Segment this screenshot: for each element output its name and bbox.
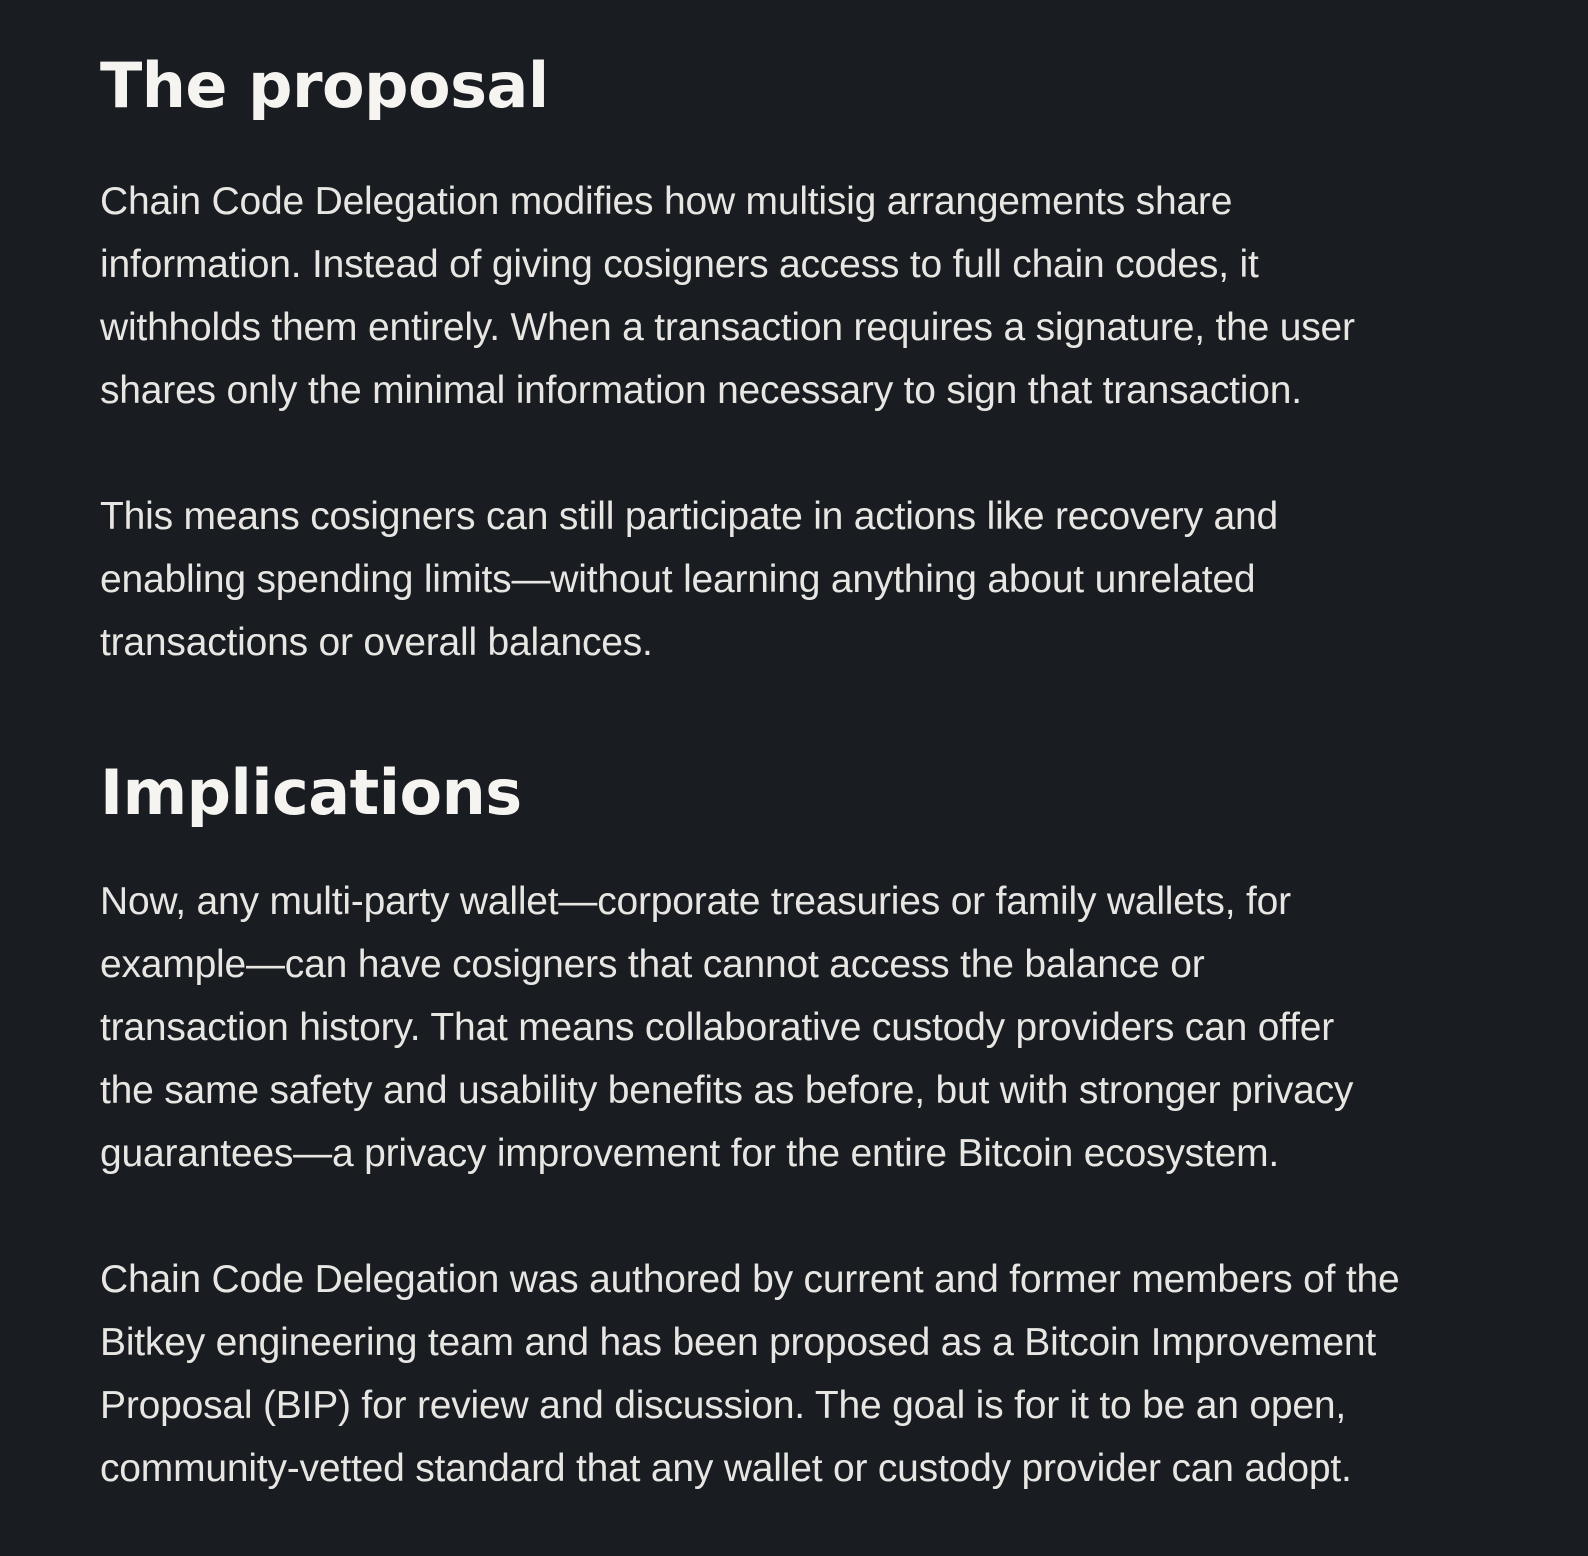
- section-heading-implications: Implications: [100, 756, 522, 829]
- text-line: example—can have cosigners that cannot access the balance or: [100, 943, 1205, 986]
- text-line: Proposal (BIP) for review and discussion. The goal is for it to be an open,: [100, 1384, 1346, 1427]
- paragraph-proposal-2: [100, 485, 1488, 674]
- text-line: the same safety and usability benefits as before, but with stronger privacy: [100, 1069, 1354, 1112]
- text-line: guarantees—a privacy improvement for the entire Bitcoin ecosystem.: [100, 1132, 1280, 1175]
- paragraph-proposal-1: [100, 170, 1488, 422]
- text-line: withholds them entirely. When a transaction requires a signature, the user: [100, 306, 1355, 349]
- paragraph-implications-2: [100, 1248, 1488, 1500]
- text-line: This means cosigners can still participate in actions like recovery and: [100, 495, 1279, 538]
- section-heading-the-proposal: The proposal: [100, 49, 549, 122]
- text-line: transaction history. That means collaborative custody providers can offer: [100, 1006, 1335, 1049]
- text-line: enabling spending limits—without learning anything about unrelated: [100, 558, 1256, 601]
- text-line: shares only the minimal information necessary to sign that transaction.: [100, 369, 1302, 412]
- paragraph-implications-1: [100, 870, 1488, 1185]
- text-line: Chain Code Delegation was authored by current and former members of the: [100, 1258, 1400, 1301]
- text-line: community-vetted standard that any wallet or custody provider can adopt.: [100, 1447, 1352, 1490]
- text-line: Bitkey engineering team and has been proposed as a Bitcoin Improvement: [100, 1321, 1376, 1364]
- text-line: information. Instead of giving cosigners access to full chain codes, it: [100, 243, 1259, 286]
- text-line: Chain Code Delegation modifies how multisig arrangements share: [100, 180, 1233, 223]
- text-line: Now, any multi-party wallet—corporate treasuries or family wallets, for: [100, 880, 1291, 923]
- text-line: transactions or overall balances.: [100, 621, 653, 664]
